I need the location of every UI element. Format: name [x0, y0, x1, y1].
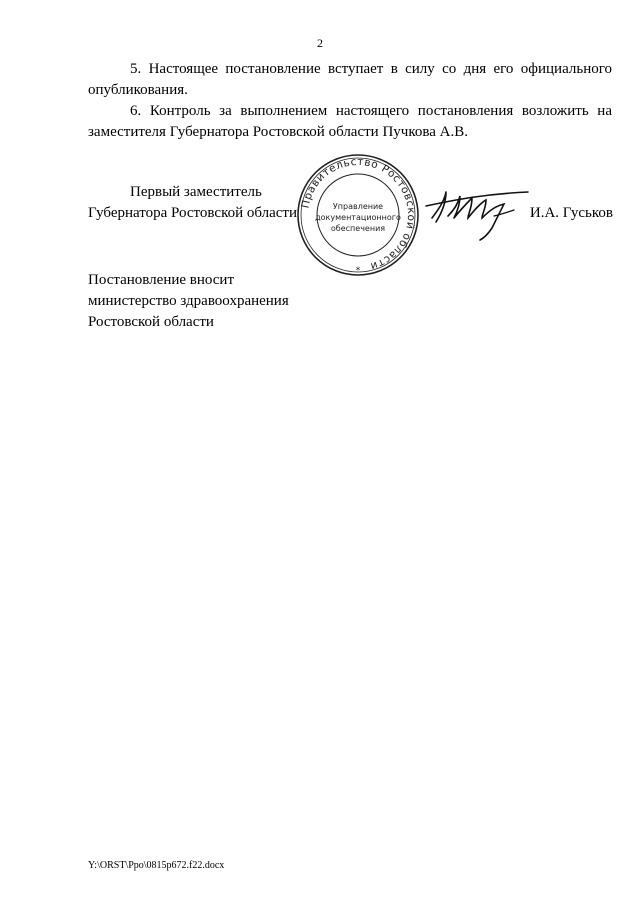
paragraph-6-text: 6. Контроль за выполнением настоящего постановления возложить на заместителя Губернатора Ростовской области Пучкова А.В.: [88, 103, 612, 140]
paragraph-5-text: 5. Настоящее постановление вступает в силу со дня его официального опубликования.: [88, 61, 612, 98]
seal-ring-text: Правительство Ростовской области: [299, 155, 418, 273]
submitted-by-line3: Ростовской области: [88, 314, 214, 330]
seal-star: *: [355, 266, 361, 276]
signatory-title: [88, 182, 297, 224]
submitted-by-line2: министерство здравоохранения: [88, 293, 289, 309]
seal-center-line3: обеспечения: [330, 224, 386, 233]
signatory-title-line2: Губернатора Ростовской области: [88, 205, 298, 221]
handwritten-signature: [424, 180, 536, 242]
signatory-title-line1: Первый заместитель: [130, 184, 262, 200]
footer-file-path: Y:\ORST\Ppo\0815p672.f22.docx: [88, 860, 225, 871]
paragraph-5: [88, 59, 612, 101]
page-number: 2: [317, 36, 323, 50]
seal-center-line2: документационного: [315, 213, 401, 222]
signatory-name: И.А. Гуськов: [529, 205, 613, 221]
seal-center-line1: Управление: [332, 202, 384, 211]
paragraph-6: [88, 101, 612, 143]
submitted-by-line1: Постановление вносит: [88, 272, 235, 288]
submitted-by-block: [88, 270, 289, 333]
official-seal: [296, 153, 420, 277]
